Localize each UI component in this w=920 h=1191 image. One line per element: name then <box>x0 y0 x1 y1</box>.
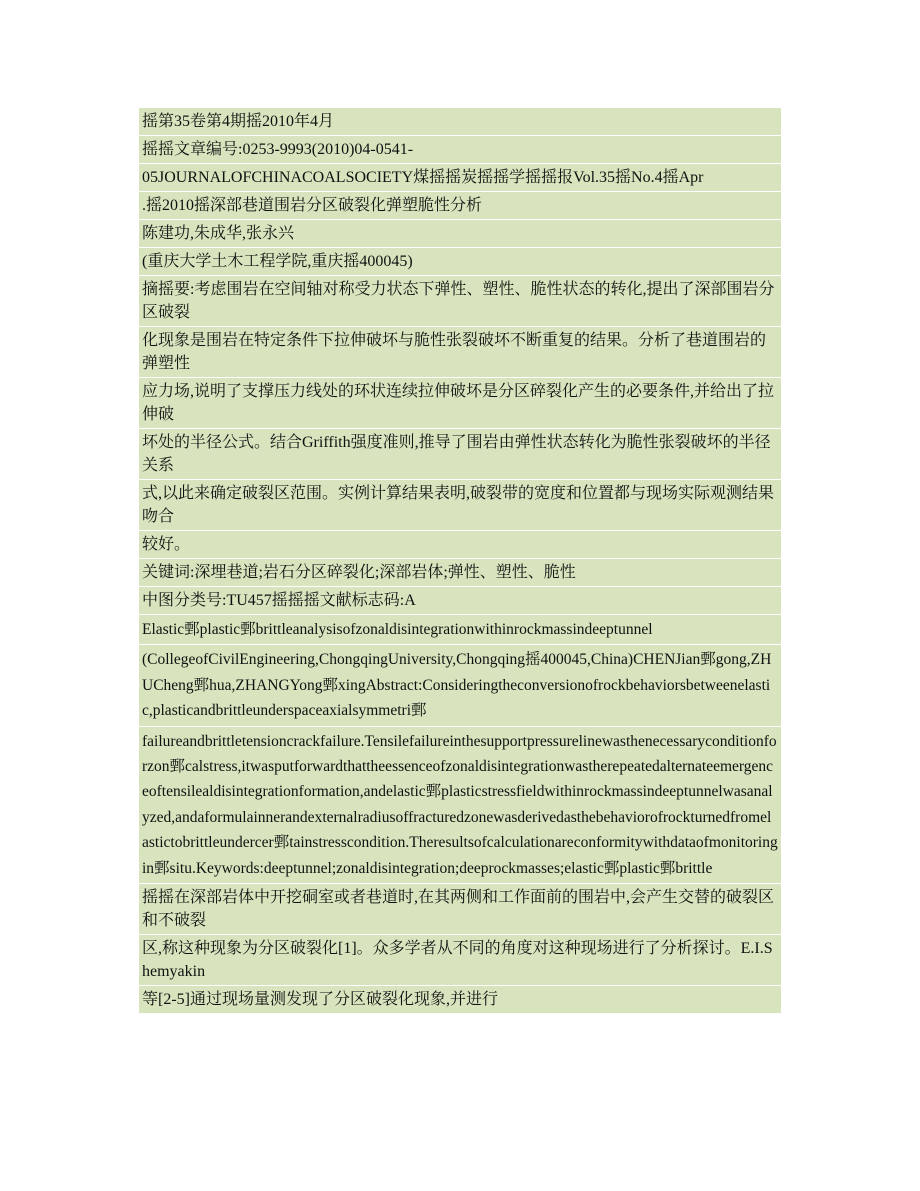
journal-header: 摇第35卷第4期摇2010年4月 <box>139 108 781 136</box>
abstract-line: 较好。 <box>139 531 781 559</box>
abstract-line: 应力场,说明了支撑压力线处的环状连续拉伸破坏是分区碎裂化产生的必要条件,并给出了拉伸破 <box>139 378 781 429</box>
abstract-line: 摘摇要:考虑围岩在空间轴对称受力状态下弹性、塑性、脆性状态的转化,提出了深部围岩分区破裂 <box>139 276 781 327</box>
article-title: .摇2010摇深部巷道围岩分区破裂化弹塑脆性分析 <box>139 192 781 220</box>
body-text-line: 区,称这种现象为分区破裂化[1]。众多学者从不同的角度对这种现场进行了分析探讨。E.I.Shemyakin <box>139 935 781 986</box>
abstract-line: 式,以此来确定破裂区范围。实例计算结果表明,破裂带的宽度和位置都与现场实际观测结果吻合 <box>139 480 781 531</box>
english-abstract: (CollegeofCivilEngineering,ChongqingUniversity,Chongqing摇400045,China)CHENJian鄄gong,ZHUCheng鄄hua,ZHANGYong鄄xingAbstract:Consideringtheconversionofrockbehaviorsbetweenelastic,plasticandbrittleunderspaceaxialsymmetri鄄 <box>139 645 781 726</box>
english-title: Elastic鄄plastic鄄brittleanalysisofzonaldisintegrationwithinrockmassindeeptunnel <box>139 615 781 645</box>
journal-info: 05JOURNALOFCHINACOALSOCIETY煤摇摇炭摇摇学摇摇报Vol.35摇No.4摇Apr <box>139 164 781 192</box>
affiliation: (重庆大学土木工程学院,重庆摇400045) <box>139 248 781 276</box>
authors: 陈建功,朱成华,张永兴 <box>139 220 781 248</box>
body-text-line: 等[2-5]通过现场量测发现了分区破裂化现象,并进行 <box>139 986 781 1014</box>
keywords: 关键词:深埋巷道;岩石分区碎裂化;深部岩体;弹性、塑性、脆性 <box>139 559 781 587</box>
classification: 中图分类号:TU457摇摇摇文献标志码:A <box>139 587 781 615</box>
abstract-line: 坏处的半径公式。结合Griffith强度准则,推导了围岩由弹性状态转化为脆性张裂破坏的半径关系 <box>139 429 781 480</box>
english-abstract: failureandbrittletensioncrackfailure.Tensilefailureinthesupportpressurelinewasthenecessaryconditionforzon鄄calstress,itwasputforwardthattheessenceofzonaldisintegrationwastherepeatedalternateemergenceoftensilealdisintegrationformation,andelastic鄄plasticstressfieldwithinrockmassindeeptunnelwasanalyzed,andaformulainnerandexternalradiusoffracturedzonewasderivedasthebehaviorofrockturnedfromelastictobrittleundercer鄄tainstresscondition.Theresultsofcalculationareconformitywithdataofmonitoringin鄄situ.Keywords:deeptunnel;zonaldisintegration;deeprockmasses;elastic鄄plastic鄄brittle <box>139 727 781 884</box>
article-number: 摇摇文章编号:0253-9993(2010)04-0541- <box>139 136 781 164</box>
body-text-line: 摇摇在深部岩体中开挖硐室或者巷道时,在其两侧和工作面前的围岩中,会产生交替的破裂区和不破裂 <box>139 884 781 935</box>
abstract-line: 化现象是围岩在特定条件下拉伸破坏与脆性张裂破坏不断重复的结果。分析了巷道围岩的弹塑性 <box>139 327 781 378</box>
document-page <box>139 108 781 1014</box>
